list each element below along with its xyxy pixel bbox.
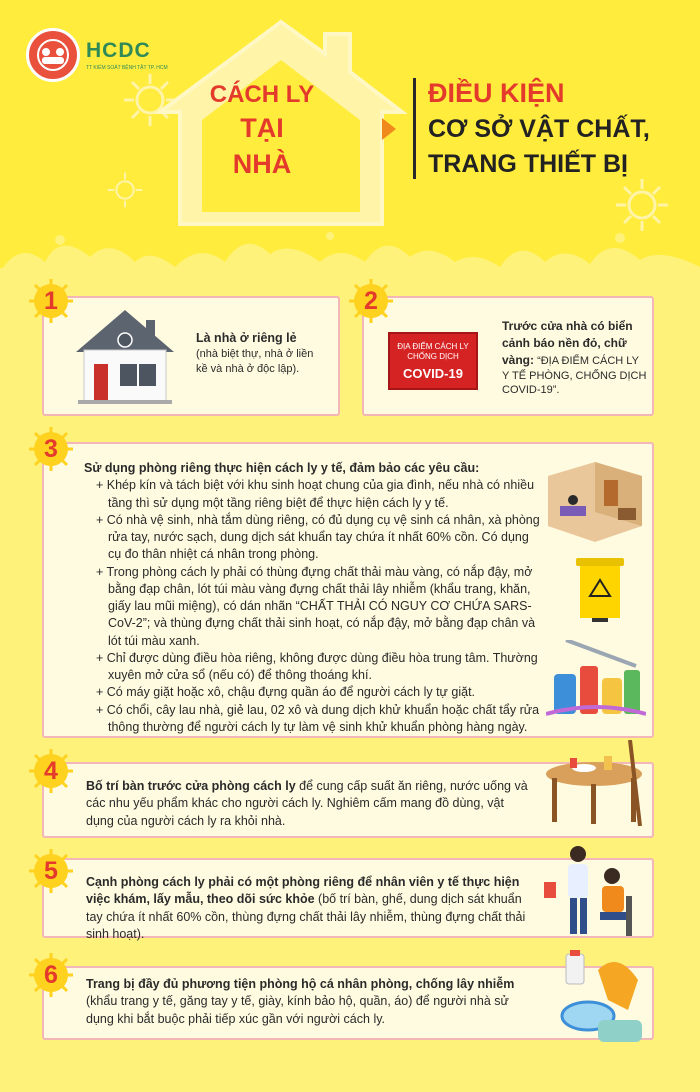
item-3-bullet: + Khép kín và tách biệt với khu sinh hoạt chung của gia đình, nếu nhà có nhiều tầng thì sử dụng một tầng riêng biệt để thực hiện cách ly y tế. xyxy=(96,478,535,510)
header-subtitle xyxy=(413,78,683,179)
item-5-detail: (bố trí bàn, ghế, dung dịch sát khuẩn tay chứa ít nhất 60% cồn, thùng đựng chất thải lây nhiễm, thùng đựng chất thải sinh hoạt). xyxy=(86,892,526,941)
item-6-detail: (khẩu trang y tế, găng tay y tế, giày, kính bảo hộ, quần, áo) để người nhà sử dụng khi bắt buộc phải tiếp xúc gần với người cách ly. xyxy=(86,994,509,1026)
item-3-bullet: + Trong phòng cách ly phải có thùng đựng chất thải màu vàng, có nắp đậy, mở bằng đạp chân, lót túi màu vàng đựng chất thải lây nhiễm (khẩu trang, khăn, giấy lau mũi miệng), có dán nhãn “CHẤT THẢI CÓ NGUY CƠ CHỨA SARS-CoV-2”; và thùng đựng chất thải sinh hoạt, có nắp đậy, mở bằng đạp chân và lót túi màu xanh. xyxy=(96,564,536,648)
item-2-text xyxy=(502,318,648,398)
item-2-detail: “ĐỊA ĐIỂM CÁCH LY Y TẾ PHÒNG, CHỐNG DỊCH COVID-19”. xyxy=(502,354,647,397)
medical-staff-icon xyxy=(542,842,642,942)
item-number-3: 3 xyxy=(32,430,70,468)
arrow-right-icon xyxy=(382,118,396,140)
hcdc-logo xyxy=(26,28,168,82)
ppe-icon xyxy=(548,950,648,1046)
item-6-bold: Trang bị đầy đủ phương tiện phòng hộ cá nhân phòng, chống lây nhiễm xyxy=(86,977,515,991)
logo-subtitle: TT KIỂM SOÁT BỆNH TẬT TP. HCM xyxy=(86,65,168,71)
house-title-line3: NHÀ xyxy=(232,149,292,180)
house-icon xyxy=(70,306,180,406)
item-4-bold: Bố trí bàn trước cửa phòng cách ly xyxy=(86,779,296,793)
item-4-detail: để cung cấp suất ăn riêng, nước uống và các nhu yếu phẩm khác cho người cách ly. Nghiêm cấm mang đồ dùng, vật dụng của người cách ly ra khỏi nhà. xyxy=(86,779,528,828)
item-number-6: 6 xyxy=(32,956,70,994)
item-1-detail: (nhà biệt thự, nhà ở liền kề và nhà ở độc lập). xyxy=(196,347,314,375)
table-icon xyxy=(544,740,644,826)
item-3-bullet: + Chỉ được dùng điều hòa riêng, không được dùng điều hòa trung tâm. Thường xuyên mở cửa sổ (nếu có) để thông thoáng khí. xyxy=(96,650,538,682)
house-title-line2: TẠI xyxy=(240,113,284,144)
item-1-bold: Là nhà ở riêng lẻ xyxy=(196,331,297,345)
item-number-1: 1 xyxy=(32,282,70,320)
item-5-text xyxy=(86,874,536,943)
item-4-text xyxy=(86,778,532,830)
covid-warning-sign xyxy=(388,332,478,390)
header-subtitle-line2: CƠ SỞ VẬT CHẤT, xyxy=(428,115,650,143)
yellow-bin-icon xyxy=(572,554,628,624)
logo-title: HCDC xyxy=(86,39,151,62)
house-title xyxy=(195,82,329,180)
header-subtitle-line3: TRANG THIẾT BỊ xyxy=(428,150,628,178)
item-number-4: 4 xyxy=(32,752,70,790)
room-icon xyxy=(548,462,642,542)
sign-top-text: ĐỊA ĐIỂM CÁCH LY CHỐNG DỊCH xyxy=(397,342,469,362)
header-subtitle-line1: ĐIỀU KIỆN xyxy=(428,78,565,108)
item-2-bold: Trước cửa nhà có biển cảnh báo nền đỏ, chữ vàng: xyxy=(502,319,633,367)
house-title-line1: CÁCH LY xyxy=(209,81,315,108)
item-3-heading: Sử dụng phòng riêng thực hiện cách ly y tế, đảm bảo các yêu cầu: xyxy=(84,461,480,475)
item-5-bold: Cạnh phòng cách ly phải có một phòng riêng để nhân viên y tế thực hiện việc khám, lấy mẫu, theo dõi sức khỏe xyxy=(86,875,520,907)
virus-icon xyxy=(105,170,145,210)
item-number-2: 2 xyxy=(352,282,390,320)
item-3-bullet: + Có máy giặt hoặc xô, chậu đựng quần áo để người cách ly tự giặt. xyxy=(96,685,476,700)
item-6-text xyxy=(86,976,538,1028)
item-number-5: 5 xyxy=(32,852,70,890)
item-3-text xyxy=(84,460,544,736)
cleaning-supplies-icon xyxy=(546,640,646,720)
logo-mark xyxy=(26,28,80,82)
item-3-bullet: + Có nhà vệ sinh, nhà tắm dùng riêng, có đủ dụng cụ vệ sinh cá nhân, xà phòng rửa tay, nước sạch, dung dịch sát khuẩn tay chứa ít nhất 60% cồn. Có dụng cụ đo thân nhiệt cá nhân trong phòng. xyxy=(96,512,540,562)
item-1-text xyxy=(196,330,326,377)
item-3-bullet: + Có chổi, cây lau nhà, giẻ lau, 02 xô và dung dịch khử khuẩn hoặc chất tẩy rửa thông thường để người cách ly tự làm vệ sinh khử khuẩn phòng hàng ngày. xyxy=(96,702,540,734)
virus-icon xyxy=(612,175,672,235)
sign-bottom-text: COVID-19 xyxy=(403,365,463,381)
